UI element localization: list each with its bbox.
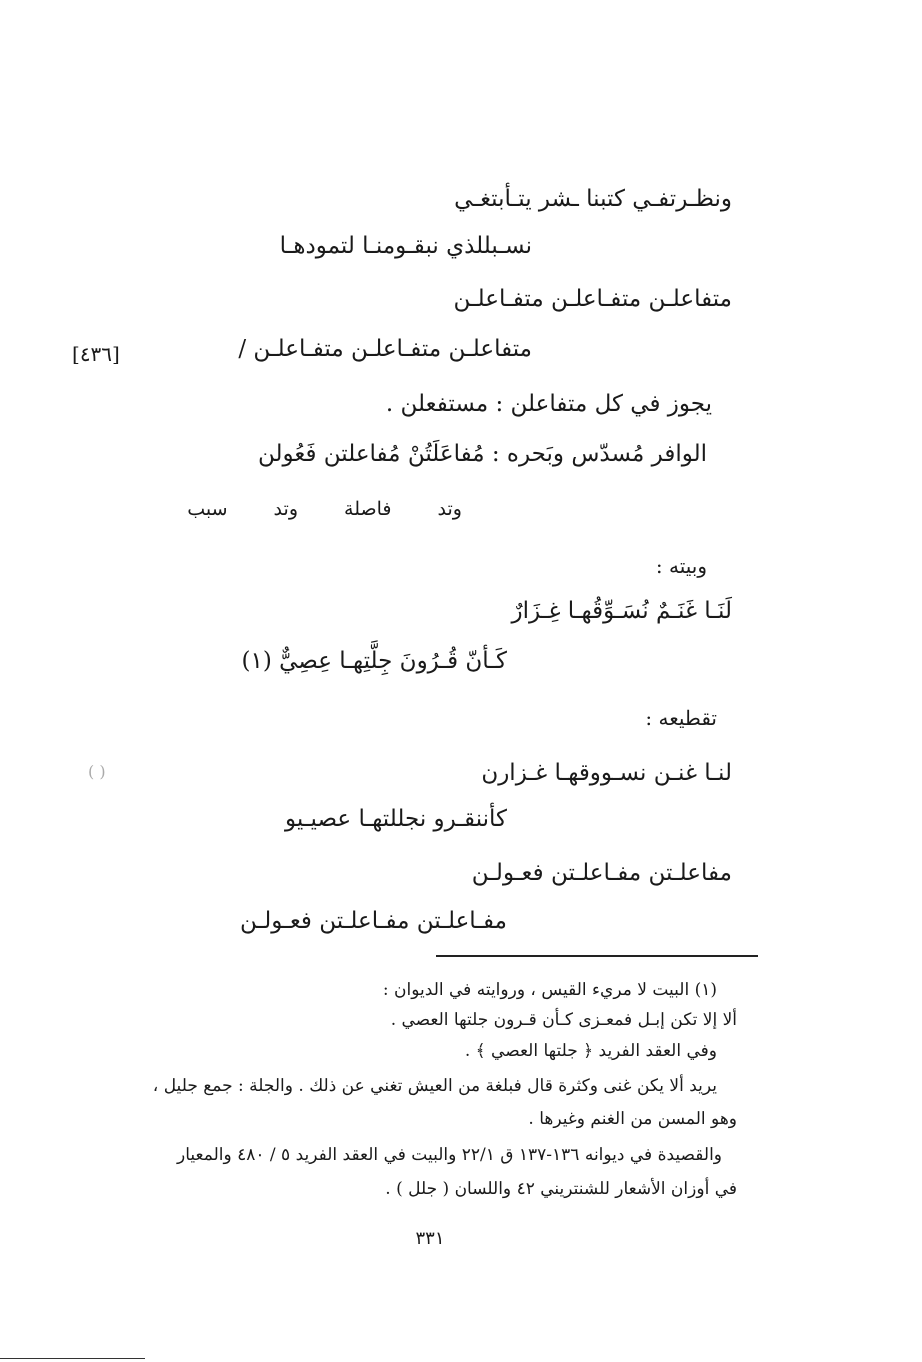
poem-line-1: ونظـرتفـي كتبنا ـشر يتـأبتغـي xyxy=(454,186,732,212)
footnote-line-4: يريد ألا يكن غنى وكثرة قال فبلغة من العيش تغني عن ذلك . والجلة : جمع جليل ، xyxy=(152,1076,717,1096)
footnote-line-2: ألا إلا تكن إبـل فمعـزى كـأن قـرون جلتها العصي . xyxy=(390,1010,737,1030)
scansion-feet-2: مفـاعلـتن مفـاعلـتن فعـولـن xyxy=(239,908,507,934)
scansion-verse-1: لنـا غنـن نسـووقهـا غـزارن xyxy=(481,760,732,786)
margin-mark: ( ) xyxy=(88,762,106,781)
footnote-line-7: في أوزان الأشعار للشنتريني ٤٢ واللسان ( جلل ) . xyxy=(385,1179,737,1199)
page-number: ٣٣١ xyxy=(415,1228,445,1249)
bottom-rule xyxy=(0,1358,145,1359)
scansion-line-2: متفاعلـن متفـاعلـن متفـاعلـن / xyxy=(238,336,532,362)
scansion-intro: تقطيعه : xyxy=(645,706,717,730)
poem-line-2: نسـبللذي نبقـومنـا لتمودهـا xyxy=(279,233,532,259)
rule-text: يجوز في كل متفاعلن : مستفعلن . xyxy=(385,391,712,417)
verse-intro: وبيته : xyxy=(655,554,707,578)
verse-line-2: كَـأنّ قُـرُونَ جِلَّتِهـا عِصِيٌّ (١) xyxy=(241,648,507,674)
syllable-labels: وتد فاصلة وتد سبب xyxy=(187,498,462,520)
meter-definition: الوافر مُسدّس وبَحره : مُفاعَلَتُنْ مُفاعلتن فَعُولن xyxy=(257,441,707,467)
scansion-feet-1: مفاعلـتن مفـاعلـتن فعـولـن xyxy=(471,860,732,886)
page-reference: [٤٣٦] xyxy=(72,342,120,366)
footnote-separator xyxy=(436,955,758,957)
footnote-line-1: (١) البيت لا مريء القيس ، وروايته في الديوان : xyxy=(382,980,717,1000)
footnote-line-5: وهو المسن من الغنم وغيرها . xyxy=(528,1109,737,1129)
scansion-line-1: متفاعلـن متفـاعلـن متفـاعلـن xyxy=(453,286,732,312)
scansion-verse-2: كأننقـرو نجللتهـا عصيـيو xyxy=(284,806,507,832)
footnote-line-3: وفي العقد الفريد ﴿ جلتها العصي ﴾ . xyxy=(464,1041,717,1061)
footnote-line-6: والقصيدة في ديوانه ١٣٦-١٣٧ ق ٢٢/١ والبيت في العقد الفريد ٥ / ٤٨٠ والمعيار xyxy=(177,1145,722,1165)
verse-line-1: لَنَـا غَنَـمٌ نُسَـوِّقُهـا غِـزَارٌ xyxy=(511,598,732,624)
